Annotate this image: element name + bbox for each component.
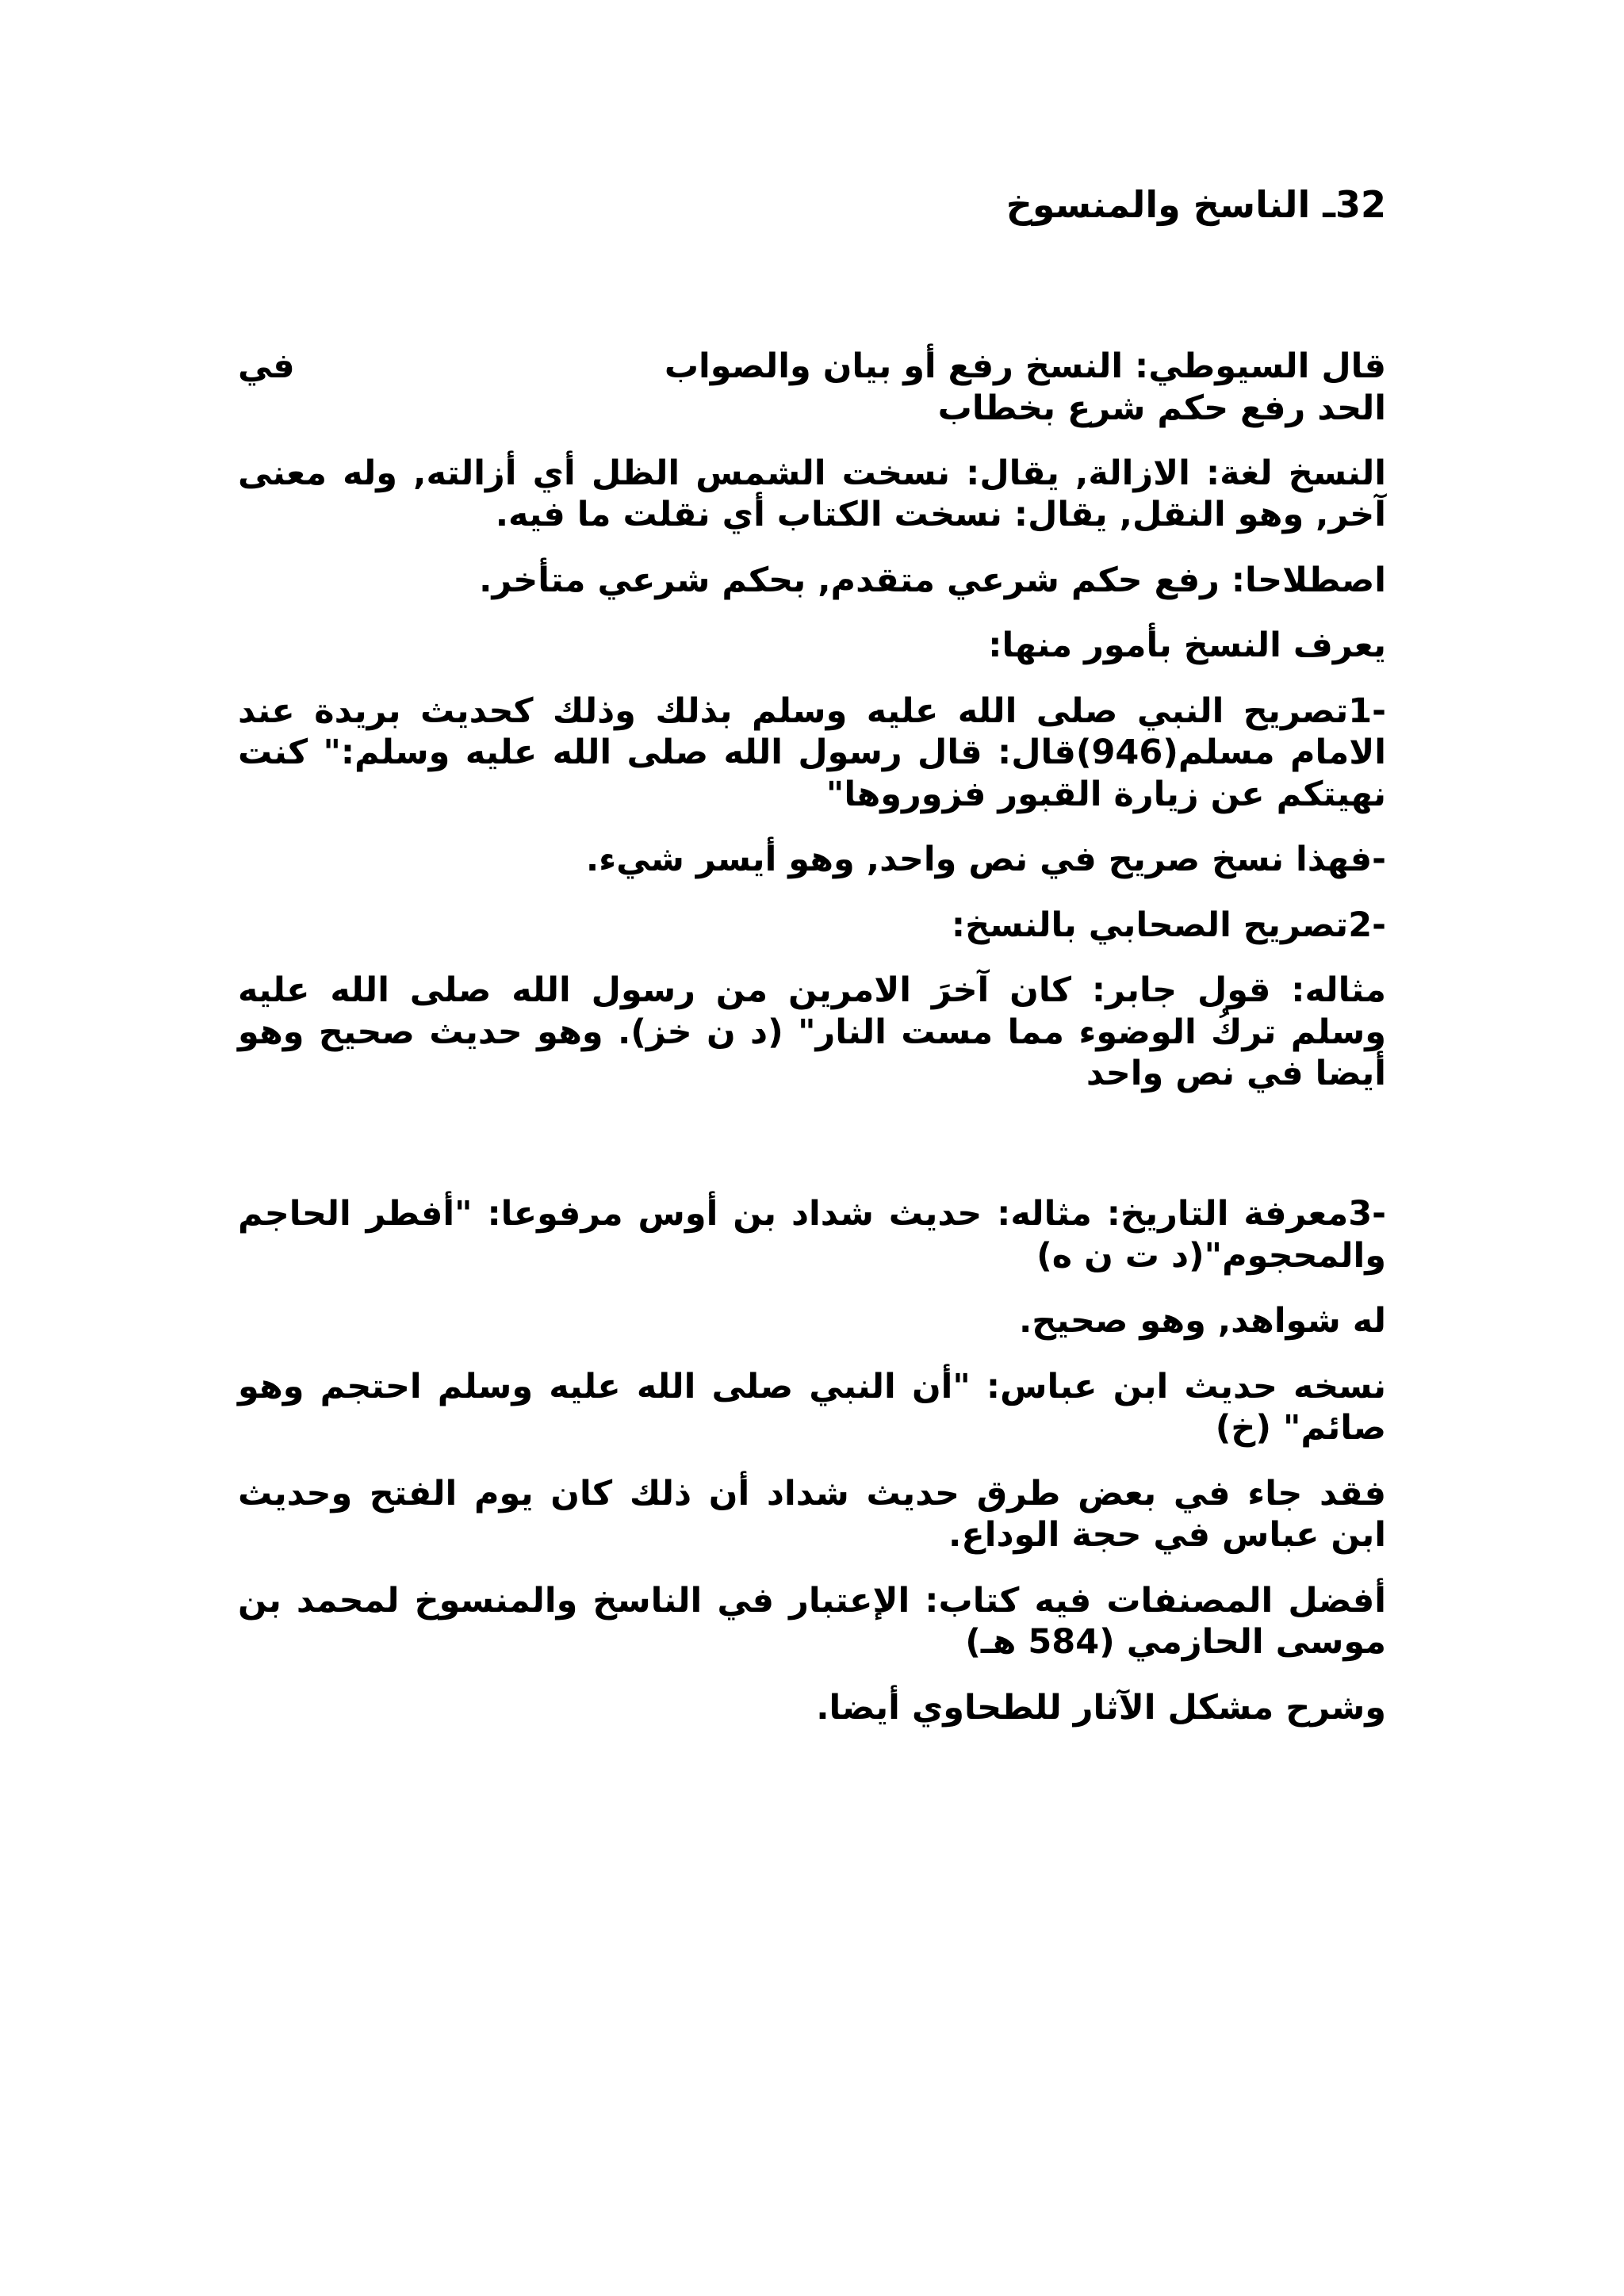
- paragraph-point-2: -2تصريح الصحابي بالنسخ:: [951, 905, 1386, 945]
- paragraph-point-3-shawahid: له شواهد, وهو صحيح.: [1018, 1301, 1386, 1341]
- paragraph-point-1-note: -فهذا نسخ صريح في نص واحد, وهو أيسر شيء.: [585, 840, 1386, 880]
- paragraph-point-3: -3معرفة التاريخ: مثاله: حديث شداد بن أوس مرفوعا: "أفطر الحاجم والمحجوم"(د ت ن ه): [238, 1194, 1386, 1276]
- paragraph-point-3-explain: فقد جاء في بعض طرق حديث شداد أن ذلك كان يوم الفتح وحديث ابن عباس في حجة الوداع.: [238, 1473, 1386, 1556]
- verse-line-1-right: قال السيوطي: النسخ رفع أو بيان والصواب: [664, 346, 1386, 387]
- verse-line-1: [238, 346, 1386, 387]
- document-page: [238, 182, 1386, 1752]
- paragraph-point-3-naskh: نسخه حديث ابن عباس: "أن النبي صلى الله عليه وسلم احتجم وهو صائم" (خ): [238, 1366, 1386, 1448]
- paragraph-musannafat: أفضل المصنفات فيه كتاب: الإعتبار في الناسخ والمنسوخ لمحمد بن موسى الحازمي (584 هـ): [238, 1580, 1386, 1663]
- paragraph-point-1: -1تصريح النبي صلى الله عليه وسلم بذلك وذلك كحديث بريدة عند الامام مسلم(946)قال: قال رسول الله صلى الله عليه وسلم:" كنت نهيتكم عن زيارة القبور فزوروها": [238, 691, 1386, 814]
- verse-line-2: الحد رفع حكم شرع بخطاب: [937, 388, 1386, 428]
- paragraph-lugha: النسخ لغة: الازالة, يقال: نسخت الشمس الظل أي أزالته, وله معنى آخر, وهو النقل, يقال: نسخت الكتاب أي نقلت ما فيه.: [238, 453, 1386, 535]
- verse-block: [238, 346, 1386, 429]
- paragraph-sharh: وشرح مشكل الآثار للطحاوي أيضا.: [816, 1687, 1386, 1728]
- verse-line-1-left: في: [238, 346, 295, 387]
- paragraph-istilah: اصطلاحا: رفع حكم شرعي متقدم, بحكم شرعي متأخر.: [479, 560, 1386, 600]
- paragraph-yuraf: يعرف النسخ بأمور منها:: [988, 626, 1386, 666]
- spacer: [238, 1118, 1386, 1193]
- page-title: 32ـ الناسخ والمنسوخ: [1005, 183, 1386, 226]
- paragraph-point-2-example: مثاله: قول جابر: كان آخرَ الامرين من رسول الله صلى الله عليه وسلم تركُ الوضوء مما مست النار" (د ن خز). وهو حديث صحيح وهو أيضا في نص واحد: [238, 970, 1386, 1093]
